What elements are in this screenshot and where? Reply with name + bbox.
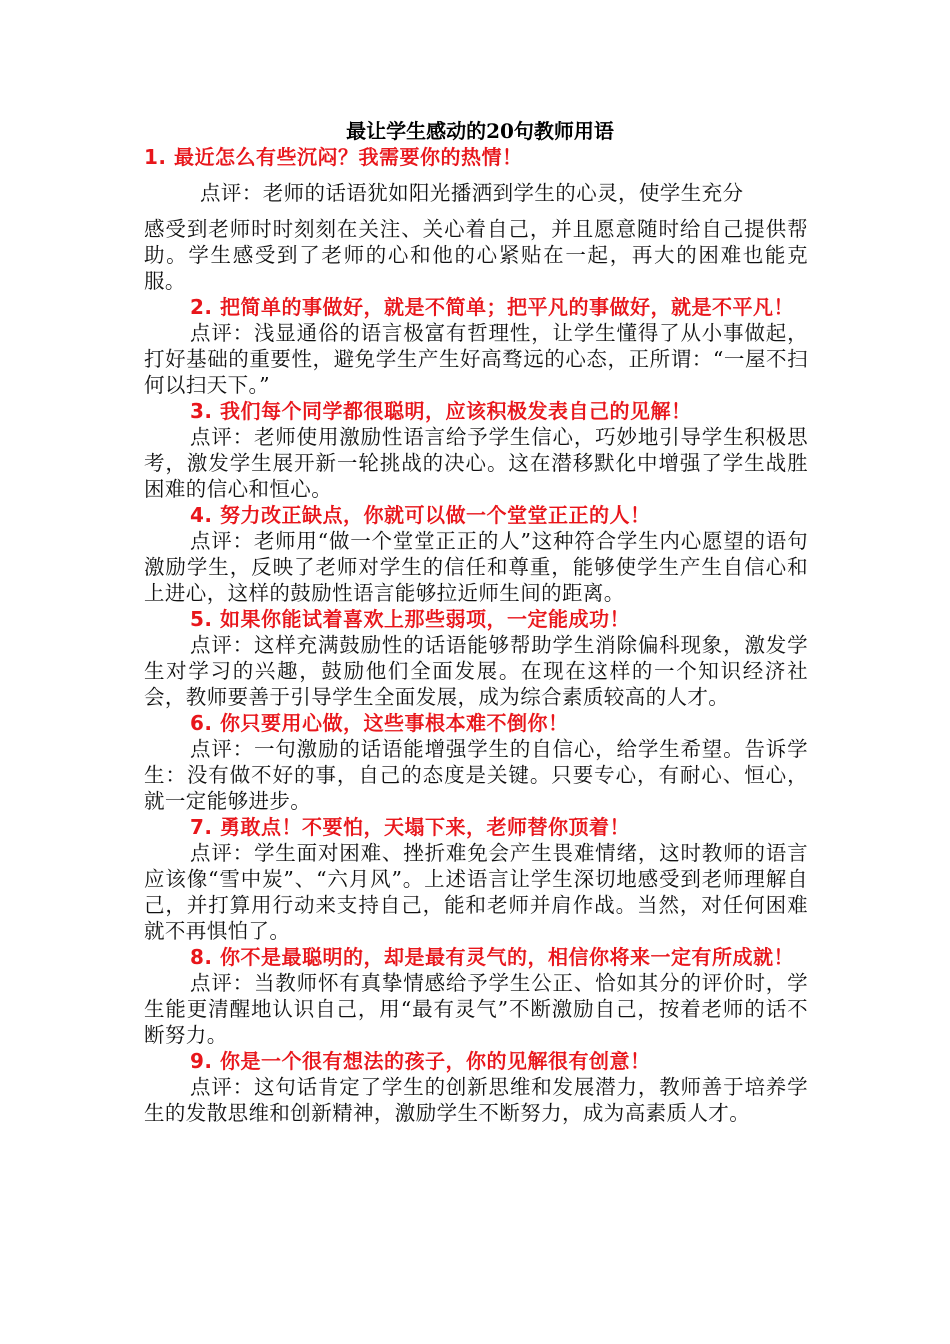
item-2-heading: 2. 把简单的事做好，就是不简单；把平凡的事做好，就是不平凡！ <box>190 295 794 319</box>
item-8-comment: 点评：当教师怀有真挚情感给予学生公正、恰如其分的评价时，学生能更清醒地认识自己，用“最有灵气”不断激励自己，按着老师的话不断努力。 <box>144 971 808 1047</box>
item-1-comment-line1: 点评：老师的话语犹如阳光播洒到学生的心灵，使学生充分 <box>200 181 744 205</box>
item-9-comment: 点评：这句话肯定了学生的创新思维和发展潜力，教师善于培养学生的发散思维和创新精神，激励学生不断努力，成为高素质人才。 <box>144 1075 808 1125</box>
item-9-heading: 9. 你是一个很有想法的孩子，你的见解很有创意！ <box>190 1049 651 1073</box>
item-5-comment: 点评：这样充满鼓励性的话语能够帮助学生消除偏科现象，激发学生对学习的兴趣，鼓励他们全面发展。在现在这样的一个知识经济社会，教师要善于引导学生全面发展，成为综合素质较高的人才。 <box>144 633 808 709</box>
item-5-heading: 5. 如果你能试着喜欢上那些弱项，一定能成功！ <box>190 607 630 631</box>
item-7-heading: 7. 勇敢点！不要怕，天塌下来，老师替你顶着！ <box>190 815 630 839</box>
document-title: 最让学生感动的20句教师用语 <box>346 119 614 143</box>
item-1-comment-rest: 感受到老师时时刻刻在关注、关心着自己，并且愿意随时给自己提供帮助。学生感受到了老师的心和他的心紧贴在一起，再大的困难也能克服。 <box>144 217 808 293</box>
item-3-comment: 点评：老师使用激励性语言给予学生信心，巧妙地引导学生积极思考，激发学生展开新一轮挑战的决心。这在潜移默化中增强了学生战胜困难的信心和恒心。 <box>144 425 808 501</box>
item-7-comment: 点评：学生面对困难、挫折难免会产生畏难情绪，这时教师的语言应该像“雪中炭”、“六月风”。上述语言让学生深切地感受到老师理解自己，并打算用行动来支持自己，能和老师并肩作战。当然，对任何困难就不再惧怕了。 <box>144 841 808 943</box>
item-6-comment: 点评：一句激励的话语能增强学生的自信心，给学生希望。告诉学生：没有做不好的事，自己的态度是关键。只要专心，有耐心、恒心，就一定能够进步。 <box>144 737 808 813</box>
item-3-heading: 3. 我们每个同学都很聪明，应该积极发表自己的见解！ <box>190 399 692 423</box>
item-6-heading: 6. 你只要用心做，这些事根本难不倒你！ <box>190 711 569 735</box>
item-1-heading: 1. 最近怎么有些沉闷？我需要你的热情！ <box>144 145 523 169</box>
item-2-comment: 点评：浅显通俗的语言极富有哲理性，让学生懂得了从小事做起，打好基础的重要性，避免学生产生好高骛远的心态，正所谓：“一屋不扫何以扫天下。” <box>144 321 808 397</box>
document-body <box>144 118 808 1126</box>
item-4-comment: 点评：老师用“做一个堂堂正正的人”这种符合学生内心愿望的语句激励学生，反映了老师对学生的信任和尊重，能够使学生产生自信心和上进心，这样的鼓励性语言能够拉近师生间的距离。 <box>144 529 808 605</box>
item-4-heading: 4. 努力改正缺点，你就可以做一个堂堂正正的人！ <box>190 503 651 527</box>
item-8-heading: 8. 你不是最聪明的，却是最有灵气的，相信你将来一定有所成就！ <box>190 945 794 969</box>
